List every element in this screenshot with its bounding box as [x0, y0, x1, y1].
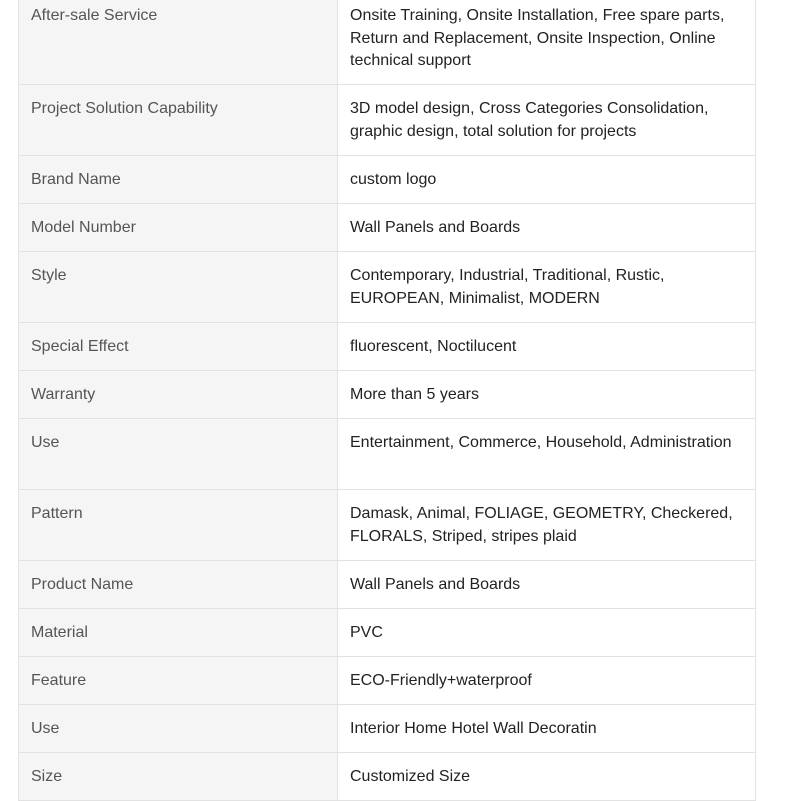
spec-label: Material: [19, 609, 338, 657]
spec-value: Damask, Animal, FOLIAGE, GEOMETRY, Checkered, FLORALS, Striped, stripes plaid: [338, 490, 756, 561]
table-row: [19, 705, 756, 753]
table-row: [19, 561, 756, 609]
spec-value: Entertainment, Commerce, Household, Administration: [338, 419, 756, 490]
spec-value: Interior Home Hotel Wall Decoratin: [338, 705, 756, 753]
spec-label: Size: [19, 753, 338, 801]
product-spec-table: [18, 0, 756, 801]
spec-label: Product Name: [19, 561, 338, 609]
spec-label: After-sale Service: [19, 0, 338, 85]
spec-value: Wall Panels and Boards: [338, 561, 756, 609]
table-row: [19, 323, 756, 371]
table-row: [19, 0, 756, 85]
table-row: [19, 657, 756, 705]
spec-value: Customized Size: [338, 753, 756, 801]
table-row: [19, 490, 756, 561]
spec-value: PVC: [338, 609, 756, 657]
table-row: [19, 419, 756, 490]
spec-value: Wall Panels and Boards: [338, 204, 756, 252]
spec-value: Onsite Training, Onsite Installation, Free spare parts, Return and Replacement, Onsite Inspection, Online technical support: [338, 0, 756, 85]
table-row: [19, 371, 756, 419]
table-row: [19, 252, 756, 323]
spec-label: Use: [19, 419, 338, 490]
spec-label: Warranty: [19, 371, 338, 419]
spec-value: 3D model design, Cross Categories Consolidation, graphic design, total solution for projects: [338, 85, 756, 156]
spec-value: ECO-Friendly+waterproof: [338, 657, 756, 705]
spec-value: Contemporary, Industrial, Traditional, Rustic, EUROPEAN, Minimalist, MODERN: [338, 252, 756, 323]
spec-label: Project Solution Capability: [19, 85, 338, 156]
table-row: [19, 156, 756, 204]
spec-label: Brand Name: [19, 156, 338, 204]
spec-label: Style: [19, 252, 338, 323]
table-row: [19, 753, 756, 801]
table-row: [19, 85, 756, 156]
spec-label: Model Number: [19, 204, 338, 252]
spec-value: custom logo: [338, 156, 756, 204]
spec-value: More than 5 years: [338, 371, 756, 419]
spec-value: fluorescent, Noctilucent: [338, 323, 756, 371]
spec-label: Special Effect: [19, 323, 338, 371]
table-row: [19, 204, 756, 252]
table-row: [19, 609, 756, 657]
spec-label: Feature: [19, 657, 338, 705]
spec-label: Pattern: [19, 490, 338, 561]
spec-label: Use: [19, 705, 338, 753]
